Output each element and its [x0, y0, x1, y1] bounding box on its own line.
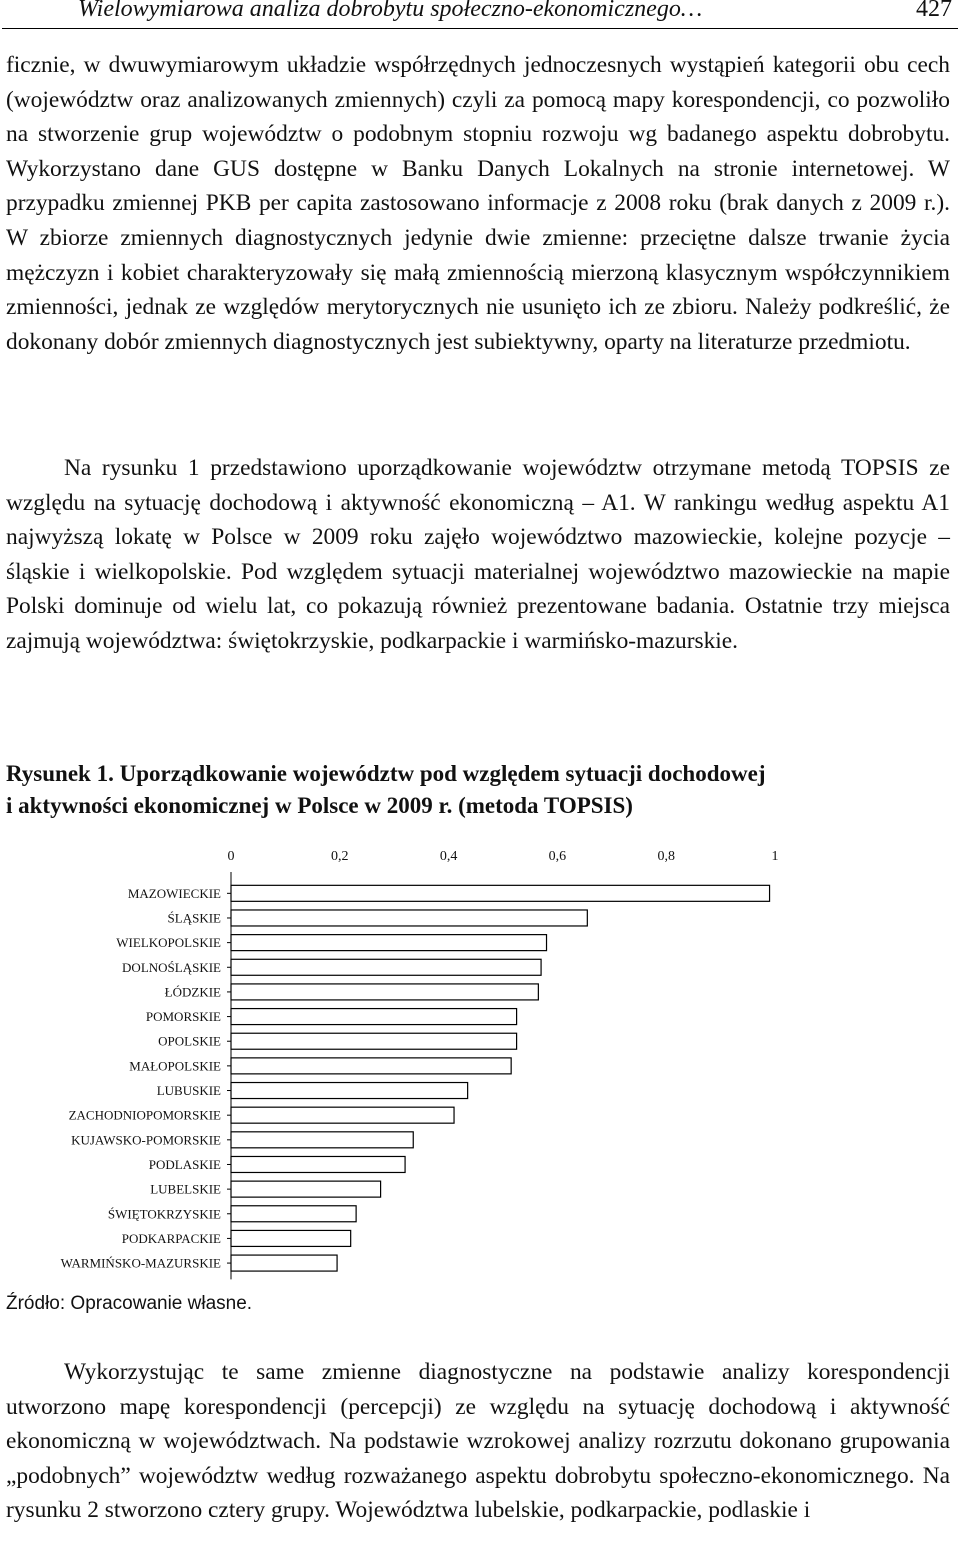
bar [231, 984, 538, 1000]
category-label: ZACHODNIOPOMORSKIE [68, 1107, 221, 1123]
x-tick-label: 0,4 [439, 849, 458, 864]
bar [231, 1255, 337, 1271]
category-label: KUJAWSKO-POMORSKIE [71, 1132, 221, 1148]
category-label: MAZOWIECKIE [127, 885, 221, 901]
category-label: ŚWIĘTOKRZYSKIE [107, 1206, 221, 1222]
bar [231, 1206, 356, 1222]
figure-caption-line-2: i aktywności ekonomicznej w Polsce w 2009 r. (metoda TOPSIS) [6, 793, 633, 818]
category-label: WIELKOPOLSKIE [116, 935, 221, 951]
category-label: MAŁOPOLSKIE [129, 1058, 221, 1074]
bar [231, 1107, 454, 1123]
category-label: OPOLSKIE [158, 1033, 221, 1049]
bar [231, 1058, 511, 1074]
category-label: LUBELSKIE [150, 1181, 221, 1197]
category-label: WARMIŃSKO-MAZURSKIE [60, 1255, 221, 1271]
bar [231, 1156, 405, 1172]
page-header [0, 0, 960, 30]
category-label: DOLNOŚLĄSKIE [122, 959, 221, 975]
bar [231, 1009, 517, 1025]
bar [231, 1181, 381, 1197]
x-tick-label: 0 [227, 849, 235, 864]
figure-caption-line-1: Rysunek 1. Uporządkowanie województw pod względem sytuacji dochodowej [6, 761, 766, 786]
page-number: 427 [916, 0, 952, 22]
x-tick-label: 1 [771, 849, 779, 864]
running-title: Wielowymiarowa analiza dobrobytu społeczno-ekonomicznego… [78, 0, 703, 22]
bar [231, 1132, 413, 1148]
bar [231, 1230, 351, 1246]
bar [231, 935, 547, 951]
paragraph-2: Na rysunku 1 przedstawiono uporządkowanie województw otrzymane metodą TOPSIS ze względu na sytuację dochodową i aktywność ekonomiczną – A1. W rankingu według aspektu A1 najwyższą lokatę w Polsce w 2009 roku zajęło województwo mazowieckie, kolejne pozycje – śląskie i wielkopolskie. Pod względem sytuacji materialnej województwo mazowieckie na mapie Polski dominuje od wielu lat, co pokazują również prezentowane badania. Ostatnie trzy miejsca zajmują województwa: świętokrzyskie, podkarpackie i warmińsko-mazurskie. [6, 455, 950, 654]
bar [231, 959, 541, 975]
category-label: PODLASKIE [148, 1156, 221, 1172]
header-rule [2, 28, 958, 29]
figure-source: Źródło: Opracowanie własne. [6, 1293, 253, 1314]
paragraph-3: Wykorzystując te same zmienne diagnostyczne na podstawie analizy korespondencji utworzono mapę korespondencji (percepcji) ze względu na sytuację dochodową i aktywność ekonomiczną w województwach. Na podstawie wzrokowej analizy rozrzutu dokonano grupowania „podobnych” województw według rozważanego aspektu dobrobytu społeczno-ekonomicznego. Na rysunku 2 stworzono cztery grupy. Województwa lubelskie, podkarpackie, podlaskie i [6, 1359, 950, 1524]
x-tick-label: 0,8 [657, 849, 675, 864]
category-label: PODKARPACKIE [121, 1230, 221, 1246]
category-label: ŚLĄSKIE [167, 910, 221, 926]
x-tick-label: 0,2 [331, 849, 349, 864]
bar [231, 910, 587, 926]
bar [231, 1033, 517, 1049]
bar [231, 885, 770, 901]
bar [231, 1083, 468, 1099]
paragraph-1: ficznie, w dwuwymiarowym układzie współrzędnych jednoczesnych wystąpień kategorii obu cech (województw oraz analizowanych zmiennych) czyli za pomocą mapy korespondencji, co pozwoliło na stworzenie grup województw o podobnym stopniu rozwoju wg badanego aspektu dobrobytu. Wykorzystano dane GUS dostępne w Banku Danych Lokalnych na stronie internetowej. W przypadku zmiennej PKB per capita zastosowano informacje z 2008 roku (brak danych z 2009 r.). W zbiorze zmiennych diagnostycznych jedynie dwie zmienne: przeciętne dalsze trwanie życia mężczyzn i kobiet charakteryzowały się małą zmiennością mierzoną klasycznym współczynnikiem zmienności, jednak ze względów merytorycznych nie usunięto ich ze zbioru. Należy podkreślić, że dokonany dobór zmiennych diagnostycznych jest subiektywny, oparty na literaturze przedmiotu. [6, 52, 950, 355]
ranking-bar-chart [0, 842, 960, 1282]
category-label: POMORSKIE [145, 1009, 221, 1025]
figure-caption [6, 758, 950, 822]
category-label: LUBUSKIE [156, 1083, 221, 1099]
category-label: ŁÓDZKIE [164, 984, 221, 1000]
x-tick-label: 0,6 [548, 849, 567, 864]
